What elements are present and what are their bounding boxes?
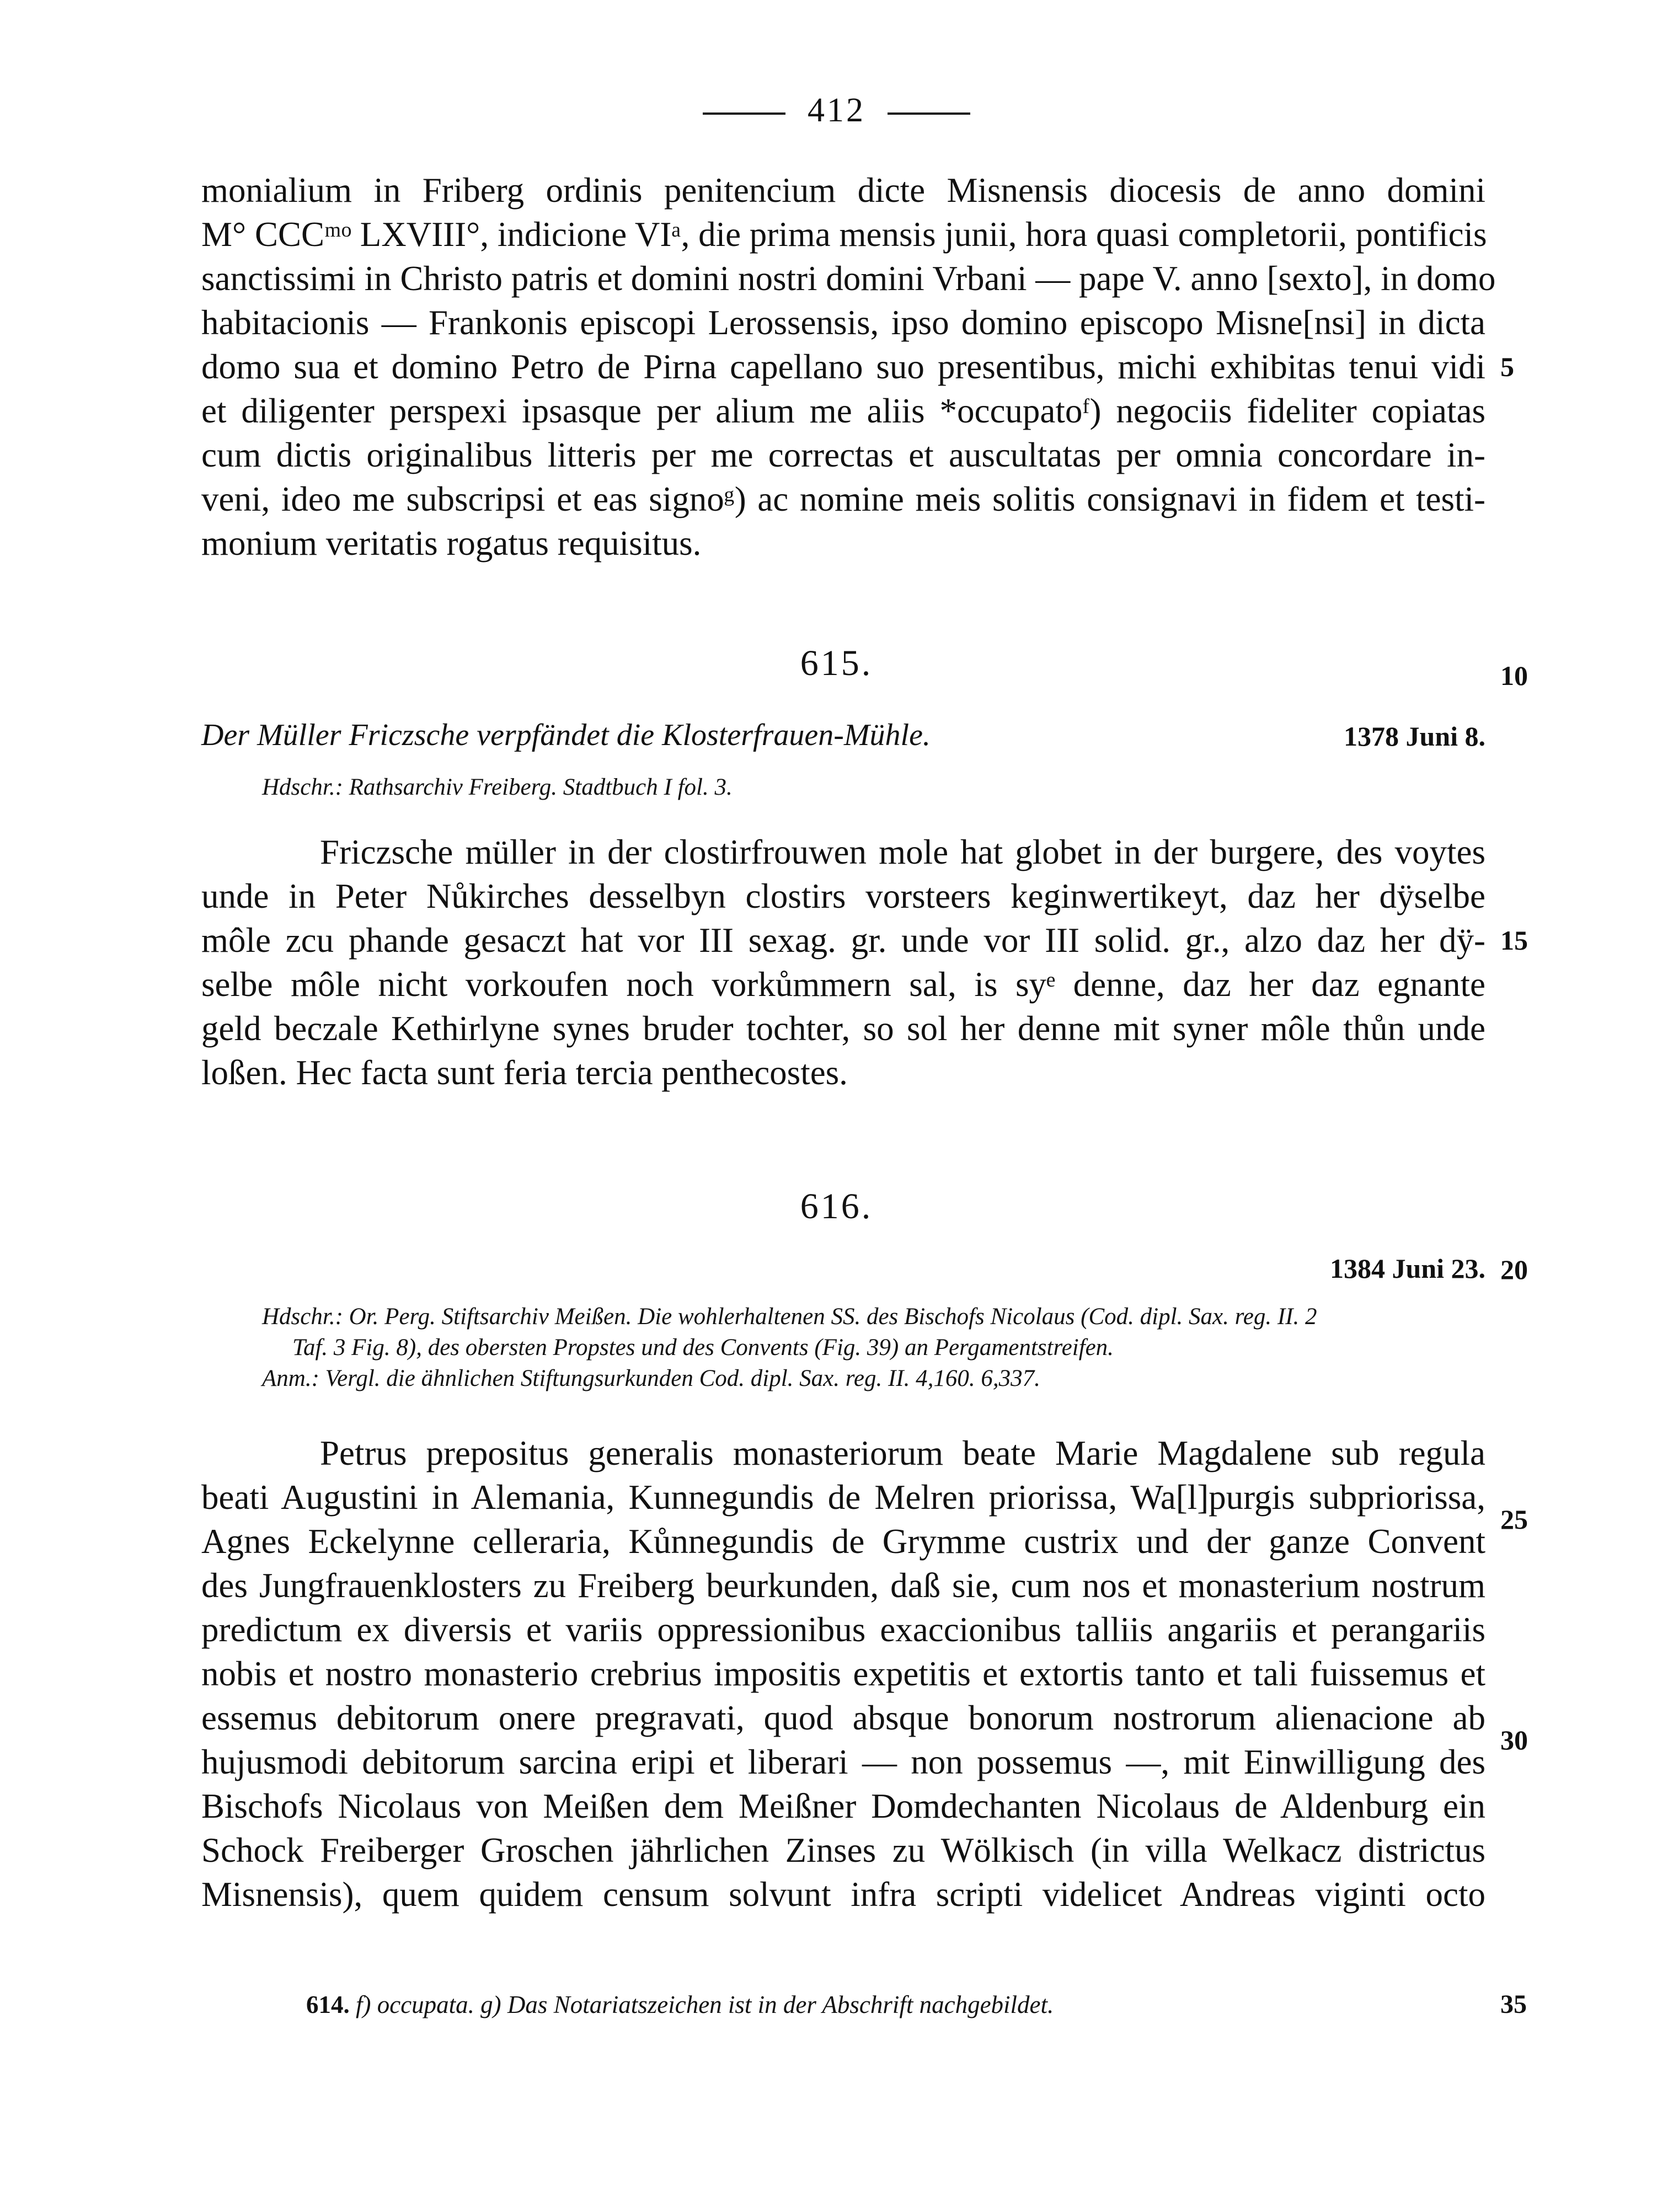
regest-615: Der Müller Friczsche verpfändet die Klosterfrauen-Mühle. [201,718,931,752]
document-number-616: 616. [800,1186,873,1226]
text-line: beati Augustini in Alemania, Kunnegundis de Melren priorissa, Wa[l]purgis subpriorissa, [201,1478,1485,1517]
page-number: 412 [808,92,865,129]
text-line: unde in Peter Nůkirches desselbyn clostirs vorsteers keginwertikeyt, daz her dÿselbe [201,877,1485,915]
document-number-615: 615. [800,643,873,683]
text-line: môle zcu phande gesaczt hat vor III sexag. gr. unde vor III solid. gr., alzo daz her dÿ- [201,921,1485,960]
text-line: Petrus prepositus generalis monasteriorum beate Marie Magdalene sub regula [320,1434,1485,1472]
line-number: 10 [1500,660,1528,691]
footnote [306,1988,1054,2021]
text-line: domo sua et domino Petro de Pirna capellano suo presentibus, michi exhibitas tenui vidi [201,347,1485,386]
line-number: 5 [1500,351,1514,382]
text-line: Misnensis), quem quidem censum solvunt infra scripti videlicet Andreas viginti octo [201,1875,1485,1914]
text-line: Bischofs Nicolaus von Meißen dem Meißner Domdechanten Nicolaus de Aldenburg ein [201,1787,1485,1825]
date-615: 1378 Juni 8. [1343,721,1485,752]
page-header [0,91,1673,130]
date-616: 1384 Juni 23. [1329,1253,1485,1284]
text-line: sanctissimi in Christo patris et domini nostri domini Vrbani — pape V. anno [sexto], in domo [201,259,1496,298]
text-line: veni, ideo me subscripsi et eas signoᵍ) ac nomine meis solitis consignavi in fidem et testi- [201,480,1485,518]
text-line: monium veritatis rogatus requisitus. [201,524,702,563]
text-line: loßen. Hec facta sunt feria tercia penthecostes. [201,1053,848,1092]
text-line: selbe môle nicht vorkoufen noch vorkůmmern sal, is syᵉ denne, daz her daz egnante [201,965,1485,1004]
text-line: monialium in Friberg ordinis penitencium dicte Misnensis diocesis de anno domini [201,171,1485,210]
line-number: 15 [1500,925,1528,956]
source-616-cont: Taf. 3 Fig. 8), des obersten Propstes und des Convents (Fig. 39) an Pergamentstreifen. [292,1335,1114,1361]
line-number: 20 [1500,1254,1528,1285]
line-number: 25 [1500,1504,1528,1535]
footnote-ref: 614. [306,1991,350,2018]
text-line: Schock Freiberger Groschen jährlichen Zinses zu Wölkisch (in villa Welkacz districtus [201,1831,1485,1870]
text-line: des Jungfrauenklosters zu Freiberg beurkunden, daß sie, cum nos et monasterium nostrum [201,1566,1485,1605]
text-line: cum dictis originalibus litteris per me correctas et auscultatas per omnia concordare in- [201,436,1485,474]
text-line: predictum ex diversis et variis oppressionibus exaccionibus talliis angariis et perangariis [201,1610,1485,1649]
line-number: 30 [1500,1724,1528,1755]
line-number: 35 [1500,1990,1527,2019]
text-line: habitacionis — Frankonis episcopi Lerossensis, ipso domino episcopo Misne[nsi] in dicta [201,303,1485,342]
text-line: hujusmodi debitorum sarcina eripi et liberari — non possemus —, mit Einwilligung des [201,1743,1485,1781]
text-line: Agnes Eckelynne celleraria, Kůnnegundis de Grymme custrix und der ganze Convent [201,1522,1485,1561]
text-line: et diligenter perspexi ipsasque per alium me aliis *occupatoᶠ) negociis fideliter copiatas [201,392,1485,430]
footnote-text: f) occupata. g) Das Notariatszeichen ist in der Abschrift nachgebildet. [356,1991,1054,2018]
text-line: Friczsche müller in der clostirfrouwen mole hat globet in der burgere, des voytes [320,833,1485,871]
text-line: essemus debitorum onere pregravati, quod absque bonorum nostrorum alienacione ab [201,1699,1485,1737]
source-616: Hdschr.: Or. Perg. Stiftsarchiv Meißen. Die wohlerhaltenen SS. des Bischofs Nicolaus (Cod. dipl. Sax. reg. II. 2 [262,1304,1317,1330]
header-rule-right [888,113,970,115]
text-line: M° CCCᵐᵒ LXVIII°, indicione VIᵃ, die prima mensis junii, hora quasi completorii, pontificis [201,215,1487,254]
header-rule-left [703,113,785,115]
text-line: geld beczale Kethirlyne synes bruder tochter, so sol her denne mit syner môle thůn unde [201,1009,1485,1048]
text-line: nobis et nostro monasterio crebrius impositis expetitis et extortis tanto et tali fuissemus et [201,1654,1485,1693]
annotation-616: Anm.: Vergl. die ähnlichen Stiftungsurkunden Cod. dipl. Sax. reg. II. 4,160. 6,337. [262,1365,1040,1391]
source-615: Hdschr.: Rathsarchiv Freiberg. Stadtbuch I fol. 3. [262,774,733,800]
